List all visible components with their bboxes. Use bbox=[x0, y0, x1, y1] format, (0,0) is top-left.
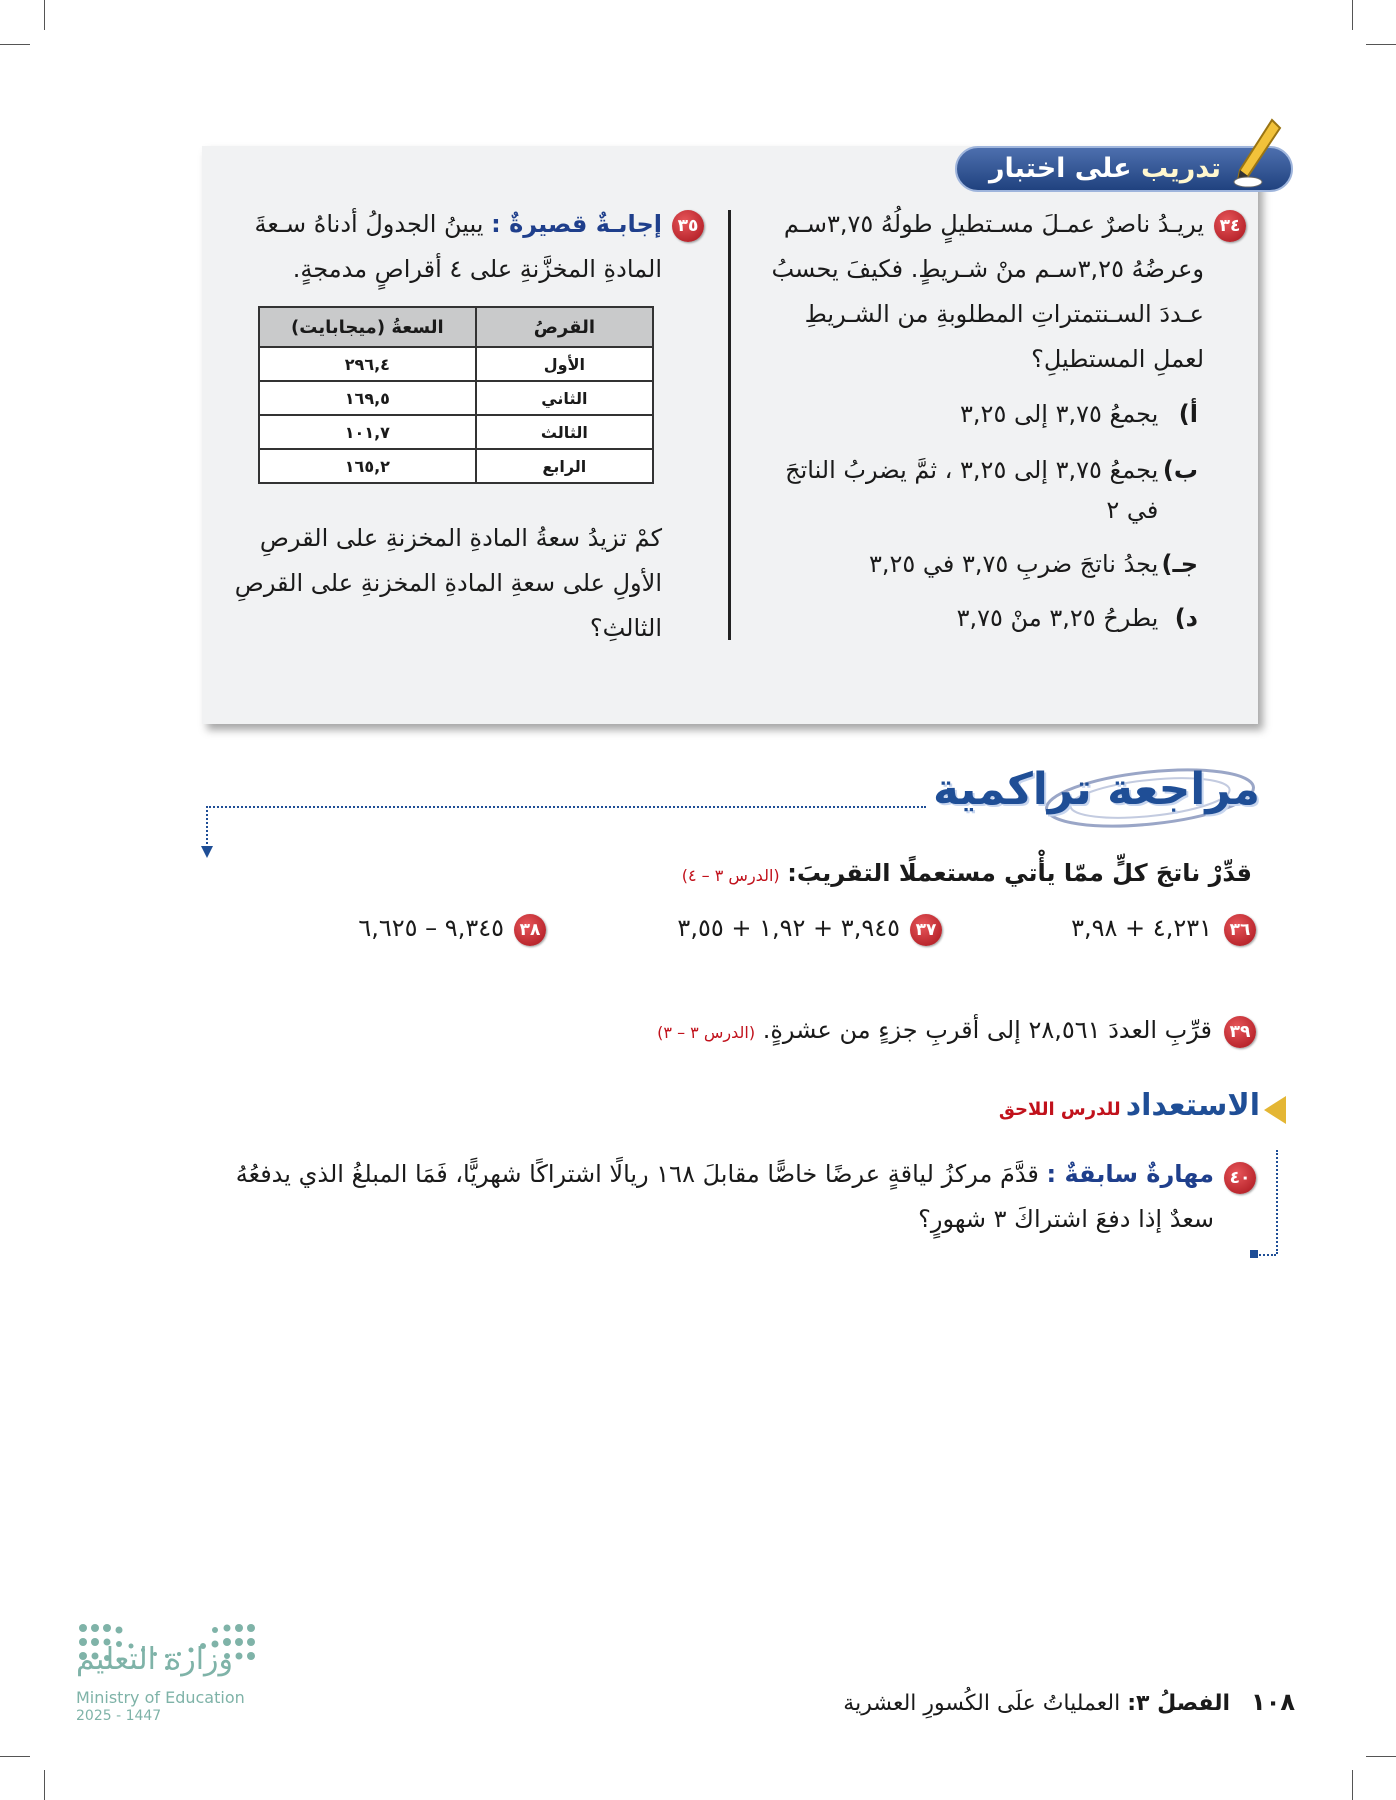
option-d bbox=[752, 598, 1198, 638]
prior-skill-title: مهارةٌ سابقةٌ : bbox=[1046, 1160, 1214, 1188]
disk-capacity-table bbox=[258, 306, 654, 484]
option-text: يجدُ ناتجَ ضربِ ٣,٧٥ في ٣,٢٥ bbox=[868, 550, 1159, 578]
square-marker-icon bbox=[1250, 1250, 1258, 1258]
option-c bbox=[752, 544, 1198, 584]
pencil-icon bbox=[1232, 118, 1282, 190]
prior-skill-text: قدَّمَ مركزُ لياقةٍ عرضًا خاصًّا مقابلَ ١٦٨ ريالًا اشتراكًا شهريًّا، فَمَا المبلغُ الذي يدفعُهُ سعدٌ إذا دفعَ اشتراكَ ٣ شهورٍ؟ bbox=[235, 1160, 1214, 1233]
crop-mark bbox=[44, 0, 45, 30]
column-divider bbox=[728, 210, 731, 640]
table-cell: ٢٩٦,٤ bbox=[259, 347, 476, 381]
crop-mark bbox=[1366, 44, 1396, 45]
table-cell: الرابع bbox=[476, 449, 653, 483]
chapter-label: الفصلُ ٣: bbox=[1127, 1691, 1231, 1716]
option-text: يجمعُ ٣,٧٥ إلى ٣,٢٥ ، ثمَّ يضربُ الناتجَ في ٢ bbox=[785, 456, 1159, 524]
cumulative-review-title: مراجعة تراكمية bbox=[933, 764, 1260, 815]
banner-prefix: تدريب bbox=[1141, 153, 1221, 184]
exercise-39 bbox=[640, 1010, 1212, 1053]
table-cell: ١٦٩,٥ bbox=[259, 381, 476, 415]
preparation-title: الاستعداد bbox=[1125, 1088, 1260, 1123]
academic-year: 2025 - 1447 bbox=[76, 1708, 162, 1724]
crop-mark bbox=[1366, 1756, 1396, 1757]
short-answer-title: إجابـةٌ قصيرةٌ : bbox=[491, 210, 662, 238]
table-cell: الثالث bbox=[476, 415, 653, 449]
lesson-reference: (الدرس ٣ – ٤) bbox=[681, 866, 780, 885]
dotted-rule bbox=[1256, 1254, 1276, 1256]
question-35-intro bbox=[222, 202, 662, 292]
table-row bbox=[259, 381, 653, 415]
table-header: السعةُ (ميجابايت) bbox=[259, 307, 476, 347]
crop-mark bbox=[1352, 0, 1353, 30]
arrow-down-icon bbox=[201, 846, 213, 858]
question-34-text: يريـدُ ناصرٌ عمـلَ مسـتطيلٍ طولُهُ ٣,٧٥سـم وعرضُهُ ٣,٢٥سـم منْ شـريطٍ. فكيفَ يحسبُ عـددَ السـنتمتراتِ المطلوبةِ من الشـريطِ لعملِ المستطيلِ؟ bbox=[771, 210, 1204, 373]
option-label: د) bbox=[1174, 604, 1198, 632]
option-a bbox=[752, 394, 1198, 434]
table-cell: ١٠١,٧ bbox=[259, 415, 476, 449]
crop-mark bbox=[1352, 1770, 1353, 1800]
dotted-rule bbox=[1276, 1150, 1278, 1254]
preparation-subtitle: للدرس اللاحق bbox=[998, 1099, 1121, 1120]
table-cell: الثاني bbox=[476, 381, 653, 415]
question-35-question: كمْ تزيدُ سعةُ المادةِ المخزنةِ على القرصِ الأولِ على سعةِ المادةِ المخزنةِ على القرصِ الثالثِ؟ bbox=[234, 524, 662, 642]
table-cell: ١٦٥,٢ bbox=[259, 449, 476, 483]
page-footer bbox=[843, 1688, 1295, 1728]
question-40-text bbox=[210, 1152, 1214, 1242]
question-number-badge: ٣٩ bbox=[1224, 1016, 1256, 1048]
short-answer-intro: يبينُ الجدولُ أدناهُ سـعةَ المادةِ المخزَّنةِ على ٤ أقراصٍ مدمجةٍ. bbox=[254, 210, 662, 283]
preparation-heading bbox=[970, 1088, 1260, 1132]
table-row bbox=[259, 415, 653, 449]
dotted-rule bbox=[206, 806, 208, 848]
exercise-39-text: قرِّبِ العددَ ٢٨,٥٦١ إلى أقربِ جزءٍ من عشرةٍ. bbox=[762, 1016, 1212, 1044]
question-number-badge: ٤٠ bbox=[1224, 1162, 1256, 1194]
question-number-badge: ٣٤ bbox=[1214, 210, 1246, 242]
table-header: القرصُ bbox=[476, 307, 653, 347]
crop-mark bbox=[44, 1770, 45, 1800]
table-row bbox=[259, 347, 653, 381]
question-number-badge: ٣٧ bbox=[910, 914, 942, 946]
lesson-reference: (الدرس ٣ – ٣) bbox=[657, 1023, 756, 1042]
exercise-37: ٣,٩٤٥ + ١,٩٢ + ٣,٥٥ bbox=[677, 914, 900, 942]
option-text: يطرحُ ٣,٢٥ منْ ٣,٧٥ bbox=[956, 604, 1159, 632]
crop-mark bbox=[0, 1756, 30, 1757]
instruction-text: قدِّرْ ناتجَ كلٍّ ممّا يأْتي مستعملًا التقريبَ: bbox=[787, 859, 1252, 887]
option-text: يجمعُ ٣,٧٥ إلى ٣,٢٥ bbox=[960, 400, 1159, 428]
triangle-marker-icon bbox=[1264, 1096, 1286, 1124]
exercise-36: ٤,٢٣١ + ٣,٩٨ bbox=[1071, 914, 1212, 942]
option-b bbox=[752, 450, 1198, 530]
exercise-38: ٩,٣٤٥ – ٦,٦٢٥ bbox=[358, 914, 504, 942]
question-number-badge: ٣٦ bbox=[1224, 914, 1256, 946]
table-row bbox=[259, 449, 653, 483]
table-cell: الأول bbox=[476, 347, 653, 381]
review-instruction bbox=[681, 853, 1252, 896]
ministry-name-ar: وزارة التعليم bbox=[76, 1642, 234, 1677]
option-label: أ) bbox=[1178, 400, 1198, 428]
crop-mark bbox=[0, 44, 30, 45]
page-number: ١٠٨ bbox=[1251, 1688, 1295, 1716]
option-label: ب) bbox=[1162, 456, 1198, 484]
option-label: جـ) bbox=[1161, 550, 1198, 578]
banner-suffix: على اختبار bbox=[988, 153, 1132, 184]
chapter-title: العملياتُ علَى الكُسورِ العشرية bbox=[843, 1691, 1121, 1716]
dotted-rule bbox=[206, 806, 926, 808]
question-number-badge: ٣٥ bbox=[672, 210, 704, 242]
ministry-name-en: Ministry of Education bbox=[76, 1688, 245, 1707]
question-number-badge: ٣٨ bbox=[514, 914, 546, 946]
